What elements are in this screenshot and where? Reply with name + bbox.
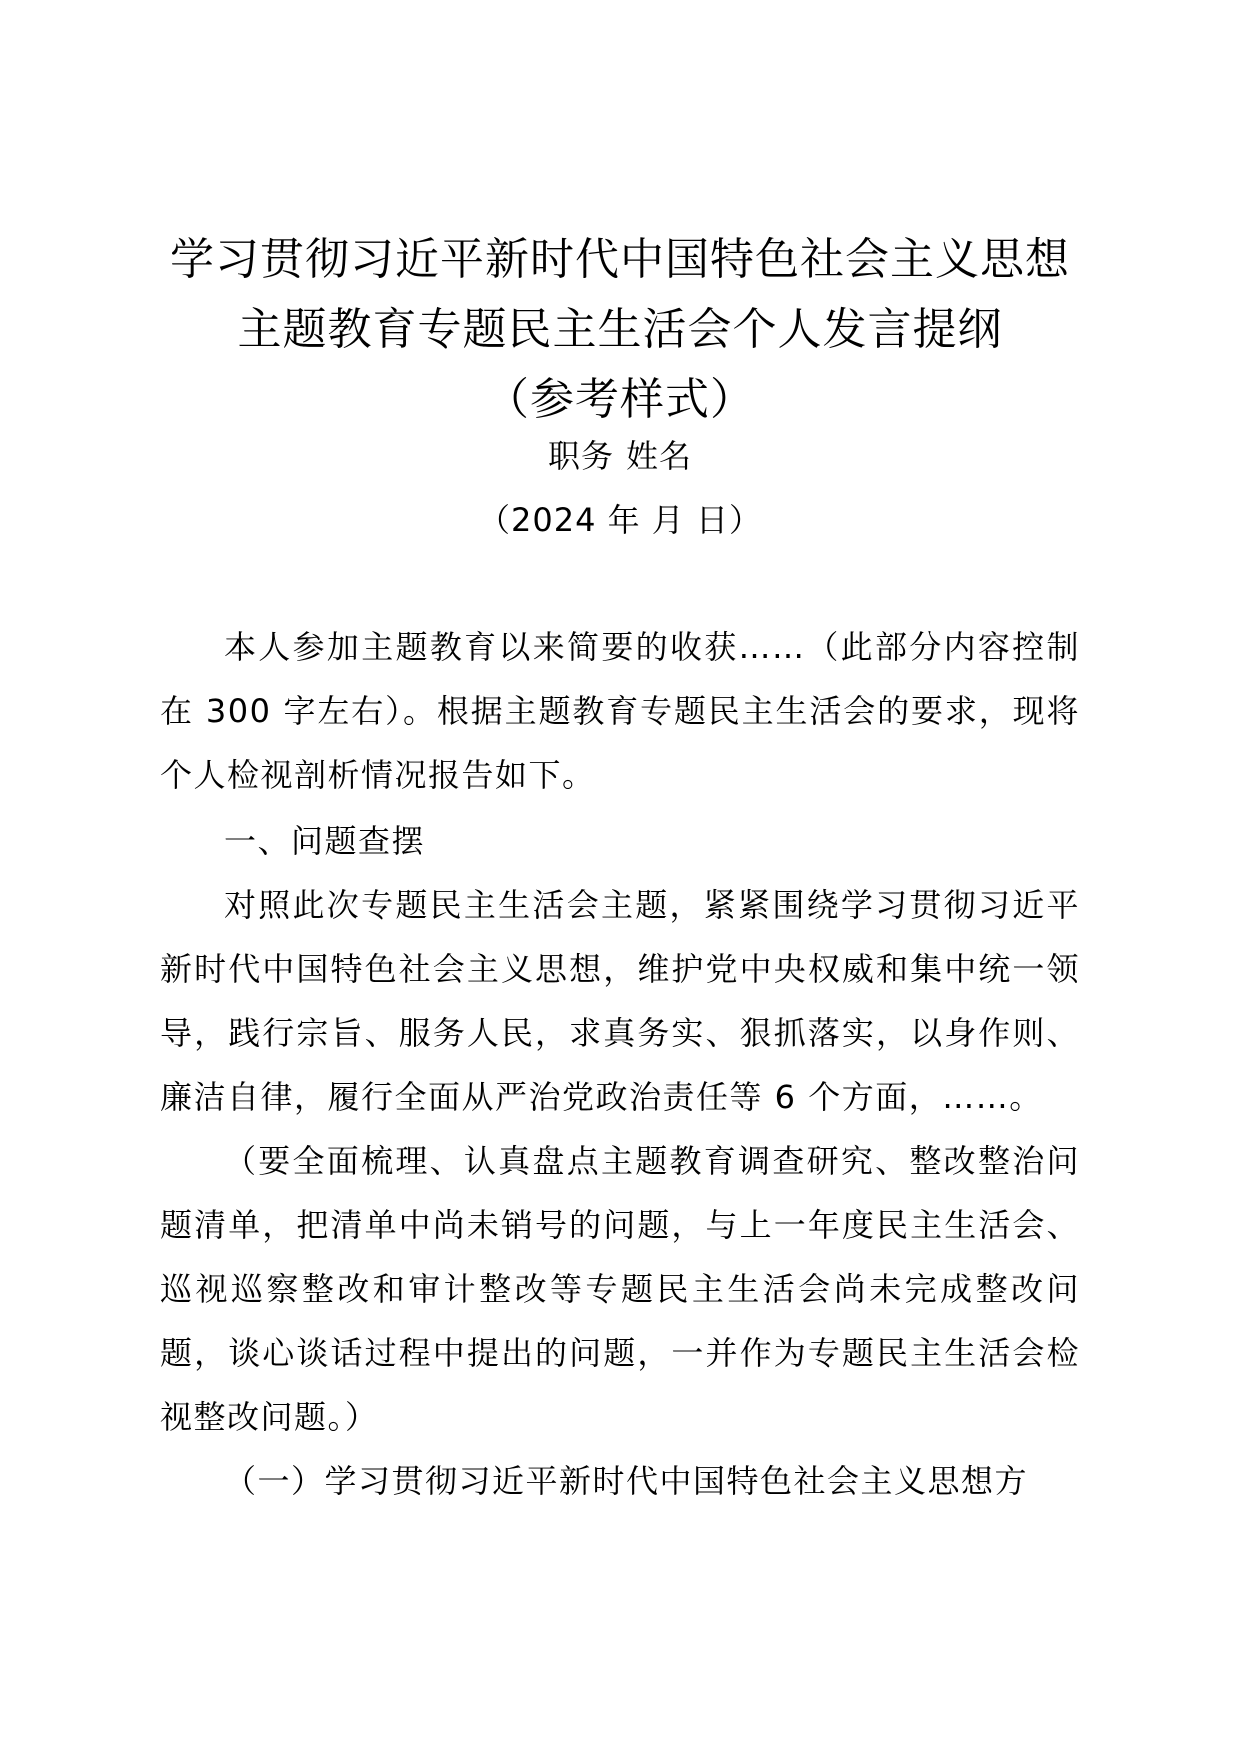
author-position: 职务 — [547, 437, 614, 475]
author-name: 姓名 — [626, 437, 693, 475]
document-body — [160, 615, 1080, 1513]
title-line-1: 学习贯彻习近平新时代中国特色社会主义思想 — [170, 234, 1070, 285]
title-line-3: （参考样式） — [485, 374, 755, 425]
document-date: （2024 年 月 日） — [478, 501, 762, 539]
subsection-heading: （一）学习贯彻习近平新时代中国特色社会主义思想方 — [224, 1462, 1029, 1500]
title-line-2: 主题教育专题民主生活会个人发言提纲 — [237, 304, 1003, 355]
document-title — [140, 225, 1100, 435]
body-paragraph: 对照此次专题民主生活会主题，紧紧围绕学习贯彻习近平新时代中国特色社会主义思想，维护党中央权威和集中统一领导，践行宗旨、服务人民，求真务实、狠抓落实，以身作则、廉洁自律，履行全面从严治党政治责任等 6 个方面，……。 — [160, 886, 1080, 1116]
author-line — [140, 428, 1100, 484]
intro-paragraph: 本人参加主题教育以来简要的收获……（此部分内容控制在 300 字左右）。根据主题教育专题民主生活会的要求，现将个人检视剖析情况报告如下。 — [160, 628, 1080, 794]
section-heading: 一、问题查摆 — [224, 822, 426, 860]
note-paragraph: （要全面梳理、认真盘点主题教育调查研究、整改整治问题清单，把清单中尚未销号的问题，与上一年度民主生活会、巡视巡察整改和审计整改等专题民主生活会尚未完成整改问题，谈心谈话过程中提出的问题，一并作为专题民主生活会检视整改问题。） — [160, 1142, 1080, 1436]
